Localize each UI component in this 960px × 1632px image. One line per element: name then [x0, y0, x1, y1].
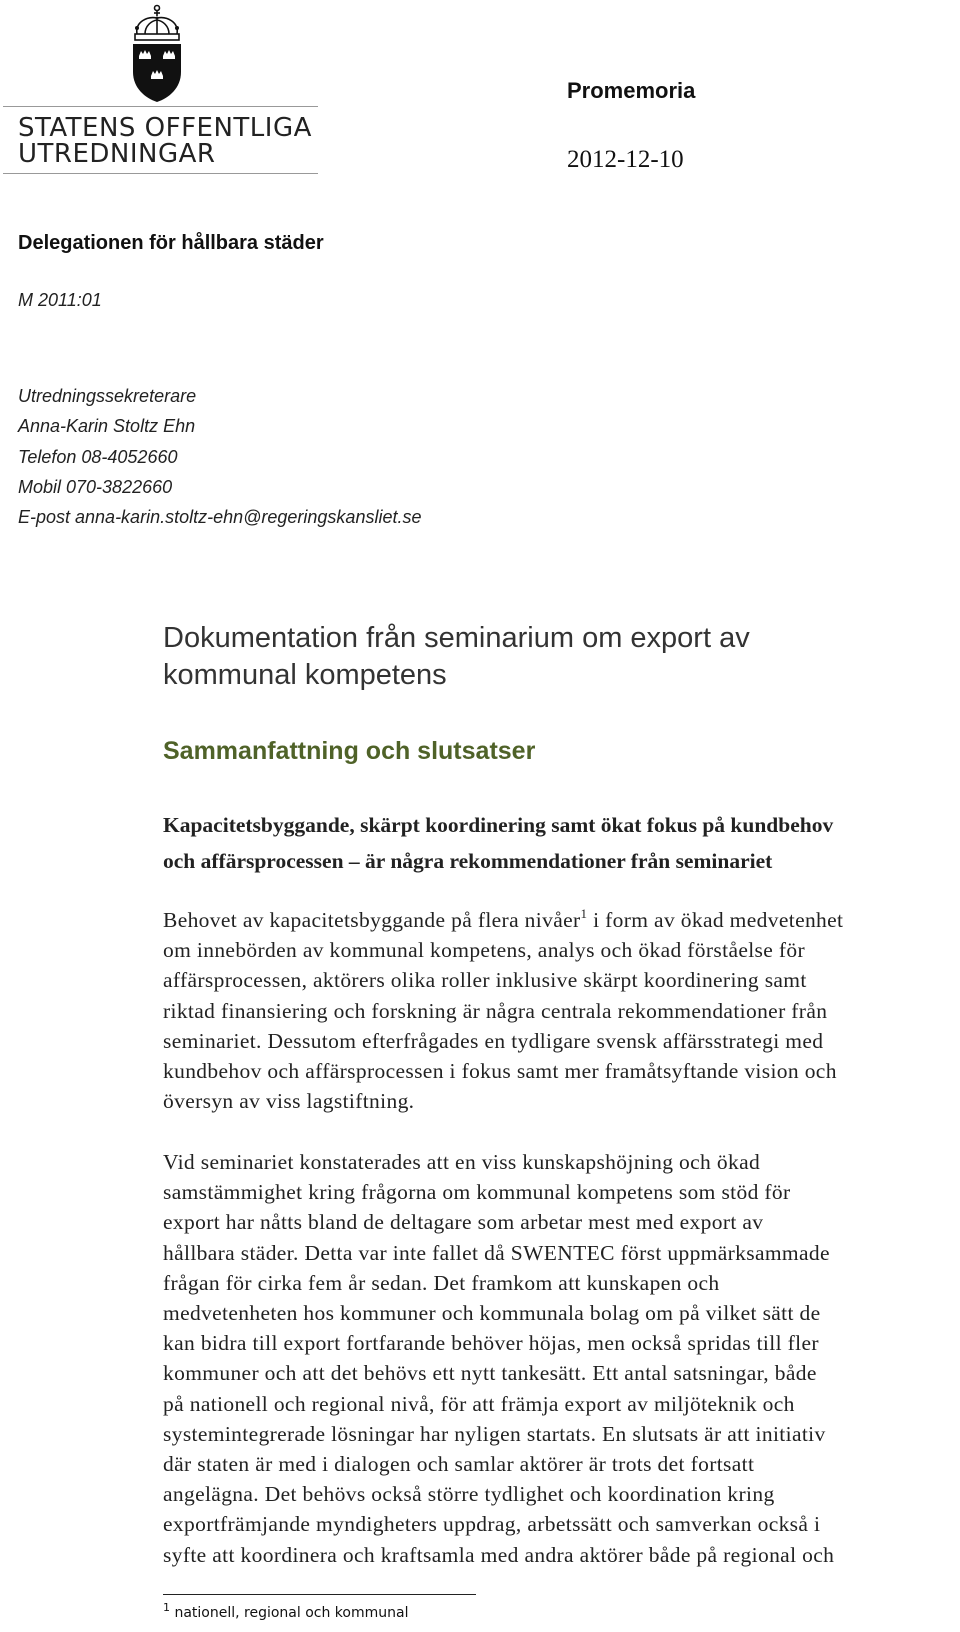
paragraph-line: hållbara städer. Detta var inte fallet då SWENTEC först uppmärksammade	[163, 1240, 830, 1265]
footnote	[163, 1601, 409, 1621]
footnote-separator	[163, 1594, 476, 1595]
paragraph-line: riktad finansiering och forskning är några centrala rekommendationer från	[163, 998, 828, 1023]
reference-number: M 2011:01	[18, 290, 102, 310]
logo-divider-bottom	[3, 173, 318, 174]
logo-text-line1: STATENS OFFENTLIGA	[18, 113, 312, 143]
document-title	[163, 620, 863, 694]
paragraph-line: export har nåtts bland de deltagare som arbetar mest med export av	[163, 1210, 764, 1235]
contact-mobile: Mobil 070-3822660	[18, 476, 173, 497]
paragraph-line: kan bidra till export fortfarande behöver höjas, men också spridas till fler	[163, 1331, 819, 1356]
contact-phone: Telefon 08-4052660	[18, 446, 178, 467]
title-line: Dokumentation från seminarium om export av	[163, 622, 750, 654]
paragraph-line: Vid seminariet konstaterades att en viss kunskapshöjning och ökad	[163, 1150, 761, 1174]
sub-heading-line: Kapacitetsbyggande, skärpt koordinering samt ökat fokus på kundbehov	[163, 813, 834, 837]
delegation-name: Delegationen för hållbara städer	[18, 232, 324, 254]
logo-text-line2: UTREDNINGAR	[18, 139, 216, 169]
paragraph-line: seminariet. Dessutom efterfrågades en tydligare svensk affärsstrategi med	[163, 1028, 824, 1053]
paragraph-line: angelägna. Det behövs också större tydlighet och koordination kring	[163, 1482, 775, 1507]
paragraph-line: systemintegrerade lösningar har nyligen startats. En slutsats är att initiativ	[163, 1421, 826, 1446]
contact-name: Anna-Karin Stoltz Ehn	[18, 416, 196, 437]
document-date: 2012-12-10	[567, 146, 684, 173]
paragraph-line: om innebörden av kommunal kompetens, analys och ökad förståelse för	[163, 938, 806, 963]
paragraph-line: på nationell och regional nivå, för att främja export av miljöteknik och	[163, 1391, 795, 1416]
paragraph-line: medvetenheten hos kommuner och kommunala bolag om på vilket sätt de	[163, 1301, 821, 1326]
footnote-reference: 1	[580, 906, 588, 921]
contact-email: E-post anna-karin.stoltz-ehn@regeringskansliet.se	[18, 507, 422, 528]
logo-divider-top	[3, 106, 318, 107]
paragraph-1	[163, 905, 843, 1116]
paragraph-line: affärsprocessen, aktörers olika roller inklusive skärpt koordinering samt	[163, 968, 807, 993]
paragraph-line: samstämmighet kring frågorna om kommunal kompetens som stöd för	[163, 1180, 791, 1205]
paragraph-line: kundbehov och affärsprocessen i fokus samt mer framåtsyftande vision och	[163, 1059, 837, 1084]
footnote-text: nationell, regional och kommunal	[174, 1605, 409, 1621]
paragraph-line: exportfrämjande myndigheters uppdrag, arbetssätt och samverkan också i	[163, 1512, 821, 1537]
paragraph-line	[163, 905, 843, 935]
paragraph-text: i form av ökad medvetenhet	[587, 908, 844, 932]
sou-logo	[3, 0, 318, 178]
paragraph-2	[163, 1147, 834, 1570]
document-type: Promemoria	[567, 78, 696, 103]
paragraph-text: Behovet av kapacitetsbyggande på flera nivåer	[163, 908, 581, 932]
paragraph-line: syfte att koordinera och kraftsamla med andra aktörer både på regional och	[163, 1542, 835, 1567]
paragraph-line: frågan för cirka fem år sedan. Det framkom att kunskapen och	[163, 1270, 720, 1295]
paragraph-line: kommuner och att det behövs ett nytt tankesätt. Ett antal satsningar, både	[163, 1361, 817, 1386]
contact-role: Utredningssekreterare	[18, 386, 197, 406]
sub-heading-line: och affärsprocessen – är några rekommendationer från seminariet	[163, 849, 773, 873]
contact-block	[18, 381, 421, 532]
sub-heading	[163, 807, 953, 879]
crown-shield-icon	[129, 4, 185, 104]
summary-heading: Sammanfattning och slutsatser	[163, 737, 536, 765]
paragraph-line: översyn av viss lagstiftning.	[163, 1089, 415, 1114]
footnote-marker: 1	[163, 1601, 170, 1614]
paragraph-line: där staten är med i dialogen och samlar aktörer är trots det fortsatt	[163, 1452, 755, 1477]
title-line: kommunal kompetens	[163, 659, 447, 691]
